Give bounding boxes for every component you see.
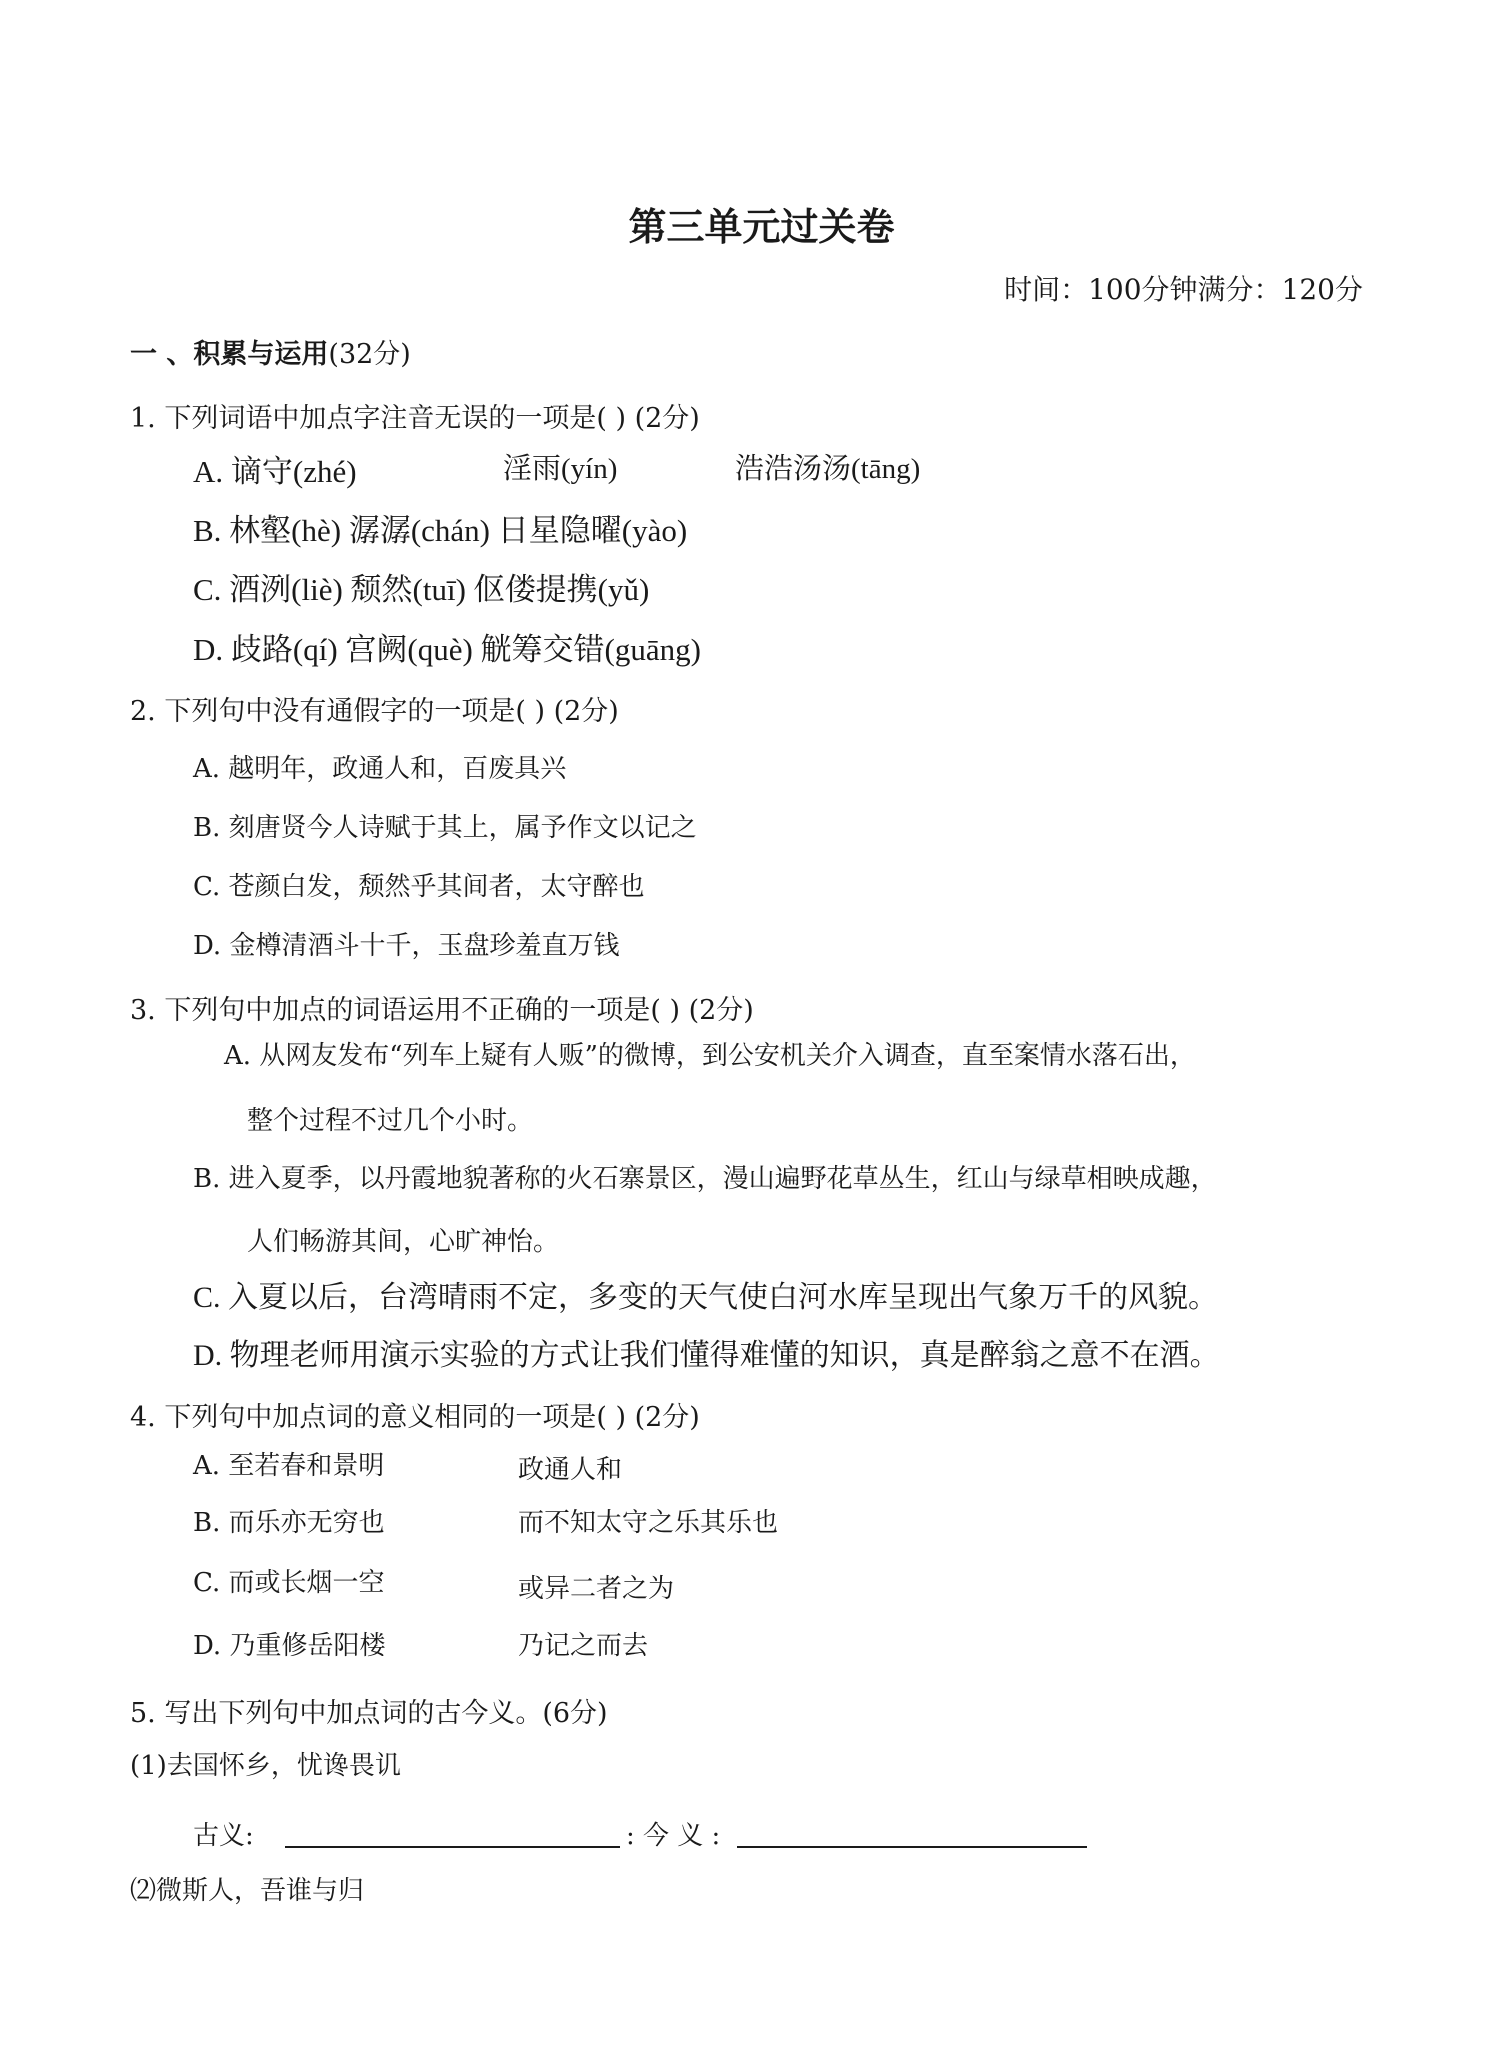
question-5-sentence-1: (1)去国怀乡，忧谗畏讥 bbox=[130, 1751, 401, 1781]
section-heading bbox=[130, 332, 411, 371]
section-label: 一 、积累与运用 bbox=[130, 339, 329, 370]
question-3-option-b-line1: B. 进入夏季，以丹霞地貌著称的火石寨景区，漫山遍野花草丛生，红山与绿草相映成趣， bbox=[193, 1164, 1217, 1194]
question-1-stem: 1. 下列词语中加点字注音无误的一项是( ) (2分) bbox=[130, 403, 700, 434]
ancient-meaning-blank[interactable] bbox=[285, 1846, 620, 1848]
question-5-modern-meaning-label: : 今 义 : bbox=[626, 1821, 721, 1851]
question-4-option-a-2: 政通人和 bbox=[518, 1455, 623, 1485]
question-1-option-c: C. 酒洌(liè) 颓然(tuī) 伛偻提携(yǔ) bbox=[193, 572, 650, 607]
question-1-option-a-2: 淫雨(yín) bbox=[503, 453, 618, 485]
question-3-stem: 3. 下列句中加点的词语运用不正确的一项是( ) (2分) bbox=[130, 995, 754, 1026]
question-5-stem: 5. 写出下列句中加点词的古今义。(6分) bbox=[130, 1698, 608, 1729]
question-5-sentence-2: ⑵微斯人，吾谁与归 bbox=[130, 1876, 365, 1906]
question-2-option-b: B. 刻唐贤今人诗赋于其上，属予作文以记之 bbox=[193, 813, 697, 843]
question-4-option-d-1: D. 乃重修岳阳楼 bbox=[193, 1631, 386, 1661]
question-1-option-d: D. 歧路(qí) 宫阙(què) 觥筹交错(guāng) bbox=[193, 632, 701, 667]
question-2-option-d: D. 金樽清酒斗十千，玉盘珍羞直万钱 bbox=[193, 931, 620, 961]
question-4-option-b-2: 而不知太守之乐其乐也 bbox=[518, 1508, 779, 1538]
question-4-option-d-2: 乃记之而去 bbox=[518, 1631, 649, 1661]
question-3-option-d: D. 物理老师用演示实验的方式让我们懂得难懂的知识，真是醉翁之意不在酒。 bbox=[193, 1339, 1220, 1372]
question-4-option-a-1: A. 至若春和景明 bbox=[193, 1451, 385, 1481]
question-2-stem: 2. 下列句中没有通假字的一项是( ) (2分) bbox=[130, 696, 619, 727]
question-3-option-b-line2: 人们畅游其间，心旷神怡。 bbox=[247, 1227, 560, 1257]
question-4-option-c-1: C. 而或长烟一空 bbox=[193, 1568, 385, 1598]
question-1-option-a-1: A. 谪守(zhé) bbox=[193, 454, 357, 489]
exam-time-score: 时间：100分钟满分：120分 bbox=[1004, 273, 1363, 306]
question-3-option-c: C. 入夏以后，台湾晴雨不定，多变的天气使白河水库呈现出气象万千的风貌。 bbox=[193, 1281, 1219, 1314]
question-4-stem: 4. 下列句中加点词的意义相同的一项是( ) (2分) bbox=[130, 1402, 700, 1433]
question-3-option-a-line2: 整个过程不过几个小时。 bbox=[247, 1106, 534, 1136]
question-4-option-c-2: 或异二者之为 bbox=[518, 1574, 675, 1604]
page-title: 第三单元过关卷 bbox=[628, 205, 895, 249]
question-5-ancient-meaning-label: 古义: bbox=[193, 1821, 254, 1851]
section-score: (32分) bbox=[328, 339, 411, 370]
question-2-option-a: A. 越明年，政通人和，百废具兴 bbox=[193, 754, 567, 784]
question-1-option-b: B. 林壑(hè) 潺潺(chán) 日星隐曜(yào) bbox=[193, 513, 688, 548]
question-3-option-a-line1: A. 从网友发布“列车上疑有人贩”的微博，到公安机关介入调查，直至案情水落石出， bbox=[224, 1041, 1196, 1071]
modern-meaning-blank[interactable] bbox=[737, 1846, 1087, 1848]
question-1-option-a-3: 浩浩汤汤(tāng) bbox=[735, 453, 921, 485]
question-2-option-c: C. 苍颜白发，颓然乎其间者，太守醉也 bbox=[193, 872, 645, 902]
question-4-option-b-1: B. 而乐亦无穷也 bbox=[193, 1508, 385, 1538]
